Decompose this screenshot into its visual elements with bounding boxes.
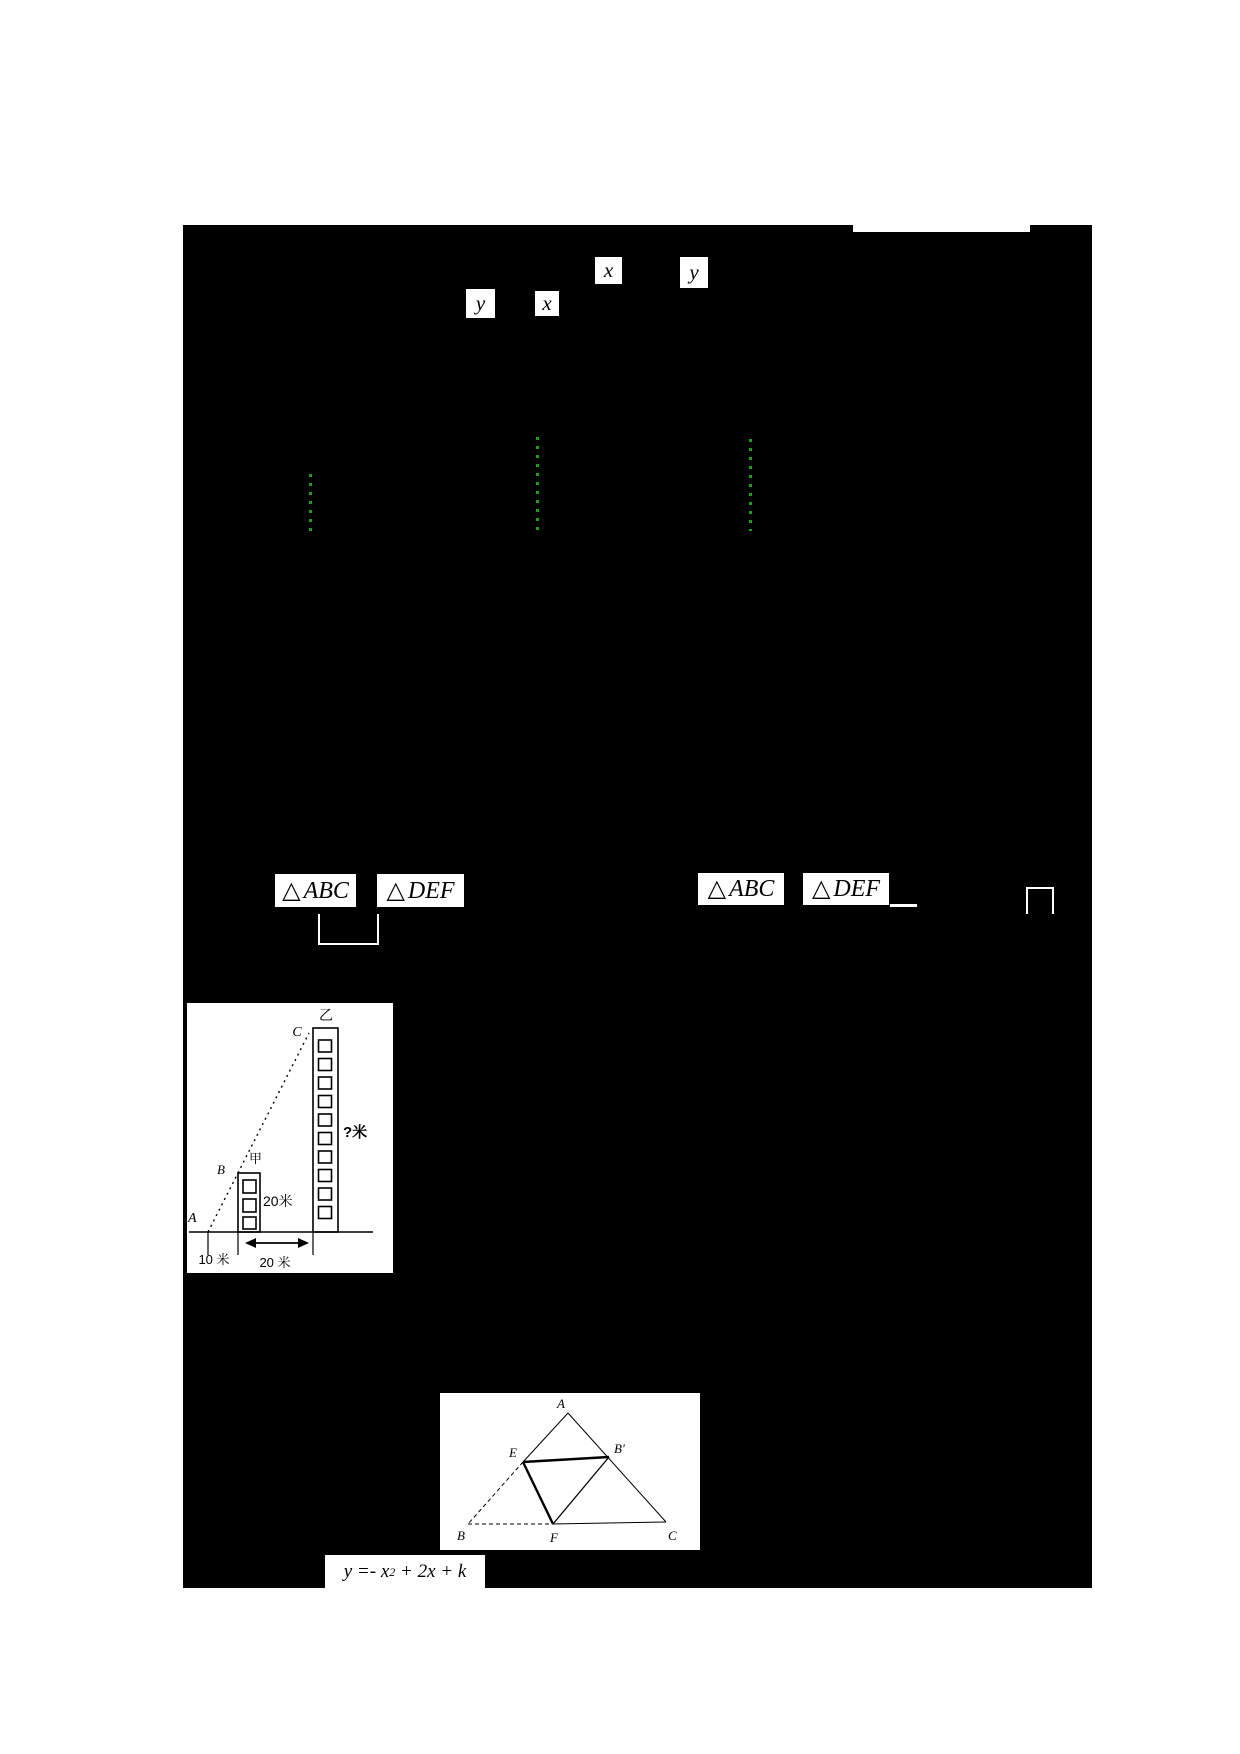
triangle-abc-left [275,874,356,907]
label-point-e: E [509,1445,517,1460]
equation-prefix: y =- x [343,1561,390,1582]
triangle-symbol: △ [282,877,301,904]
label-point-c: C [292,1025,302,1040]
dotted-guide-line-1 [309,474,312,531]
triangle-name: DEF [407,877,455,904]
label-building-yi: 乙 [319,1007,333,1023]
math-var: y [475,291,486,315]
building-jia-windows [243,1180,256,1229]
fold-diagram [440,1393,700,1550]
label-point-b: B [457,1528,465,1543]
answer-bracket-top [1026,887,1054,914]
triangle-name: ABC [303,877,349,904]
triangle-def-left [377,874,464,907]
inline-math-x-1 [595,257,622,284]
label-point-c: C [668,1528,677,1543]
equation-exponent: 2 [389,1564,396,1579]
triangle-name: DEF [833,876,881,902]
label-point-a: A [557,1396,565,1411]
triangle-symbol: △ [811,876,831,902]
dotted-guide-line-2 [536,437,539,531]
edge-fb-prime [553,1457,609,1524]
edge-ac [568,1413,666,1522]
inline-math-y-1 [680,257,708,288]
label-point-b-prime: B′ [614,1441,625,1456]
edge-fc [553,1522,666,1524]
label-dist-10m: 10 米 [198,1252,230,1267]
label-height-yi: ?米 [343,1124,368,1141]
math-var: x [603,258,614,282]
label-point-a: A [188,1211,197,1226]
equation-box [325,1555,485,1588]
edge-ef [523,1462,553,1524]
inline-math-x-2 [535,291,559,316]
equation-suffix: + 2x + k [395,1561,467,1582]
dotted-guide-line-3 [749,439,752,531]
label-point-f: F [550,1530,558,1545]
answer-bracket-bottom [318,914,379,945]
buildings-diagram [187,1003,393,1273]
label-building-jia: 甲 [249,1151,263,1166]
triangle-symbol: △ [386,877,405,904]
triangle-def-right [803,873,889,905]
answer-blank-line [890,904,917,907]
triangle-abc-right [698,873,784,905]
inline-math-y-2 [466,289,495,318]
distance-arrow [245,1238,309,1248]
triangle-name: ABC [729,876,775,902]
edge-ae [523,1413,568,1462]
label-dist-20m: 20 米 [259,1255,291,1270]
figure-folded-triangle [440,1393,700,1550]
math-var: y [689,260,699,284]
math-var: x [542,291,552,315]
page-edge-notch [853,225,1030,232]
edge-eb-dashed [468,1462,523,1524]
edge-eb-prime [523,1457,609,1462]
triangle-symbol: △ [707,876,727,902]
figure-buildings [187,1003,393,1273]
label-height-jia: 20米 [263,1193,293,1209]
label-point-b: B [217,1162,225,1177]
